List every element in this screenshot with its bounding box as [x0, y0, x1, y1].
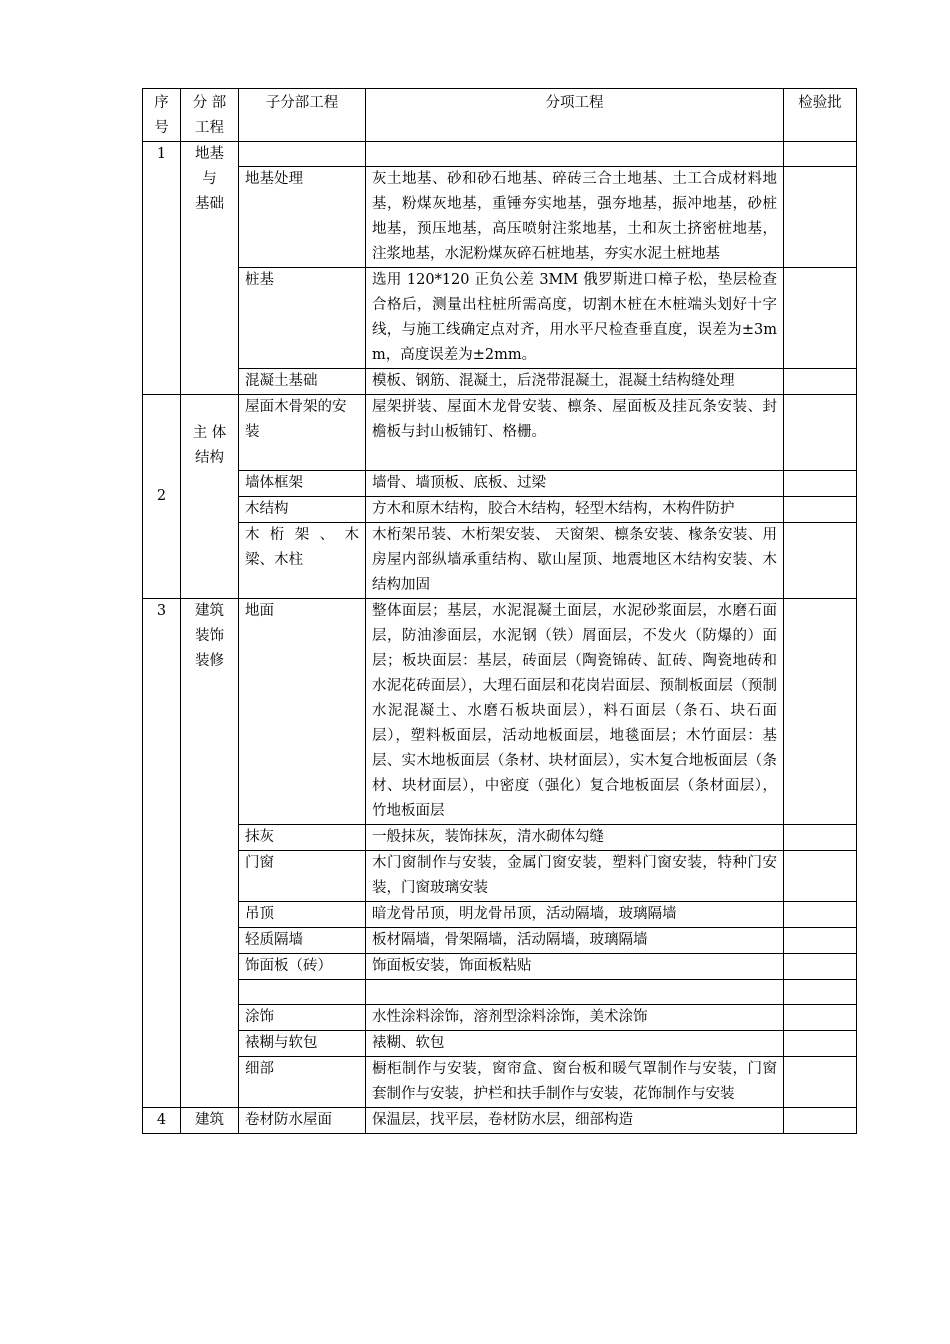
row-number: 3	[143, 599, 181, 1108]
header-row	[143, 89, 857, 142]
item-cell: 选用 120*120 正负公差 3MM 俄罗斯进口樟子松，垫层检查合格后，测量出柱桩所需高度，切割木桩在木桩端头划好十字线，与施工线确定点对齐，用水平尺检查垂直度，误差为±3mm，高度误差为±2mm。	[366, 268, 784, 369]
subdivision-cell	[239, 980, 366, 1005]
batch-cell	[784, 902, 857, 928]
table-row	[143, 902, 857, 928]
item-cell: 方木和原木结构，胶合木结构，轻型木结构，木构件防护	[366, 497, 784, 523]
row-number: 4	[143, 1108, 181, 1134]
batch-cell	[784, 851, 857, 902]
header-item: 分项工程	[366, 89, 784, 142]
item-cell: 整体面层；基层，水泥混凝土面层，水泥砂浆面层，水磨石面层，防油渗面层，水泥钢（铁）屑面层，不发火（防爆的）面层；板块面层：基层，砖面层（陶瓷锦砖、缸砖、陶瓷地砖和水泥花砖面层），大理石面层和花岗岩面层、预制板面层（预制水泥混凝土、水磨石板块面层），料石面层（条石、块石面层），塑料板面层，活动地板面层，地毯面层；木竹面层：基层、实木地板面层（条材、块材面层），实木复合地板面层（条材、块材面层），中密度（强化）复合地板面层（条材面层），竹地板面层	[366, 599, 784, 825]
item-cell: 木门窗制作与安装，金属门窗安装，塑料门窗安装，特种门安装，门窗玻璃安装	[366, 851, 784, 902]
subdivision-cell	[239, 142, 366, 167]
subdivision-cell: 屋面木骨架的安装	[239, 395, 366, 471]
division-table	[142, 88, 857, 1134]
item-cell: 墙骨、墙顶板、底板、过梁	[366, 471, 784, 497]
item-cell: 屋架拼装、屋面木龙骨安装、檩条、屋面板及挂瓦条安装、封檐板与封山板铺钉、格栅。	[366, 395, 784, 471]
batch-cell	[784, 523, 857, 599]
table-row	[143, 1108, 857, 1134]
batch-cell	[784, 497, 857, 523]
table-row	[143, 599, 857, 825]
table-row	[143, 825, 857, 851]
batch-cell	[784, 1005, 857, 1031]
subdivision-cell: 饰面板（砖）	[239, 954, 366, 980]
subdivision-cell: 地面	[239, 599, 366, 825]
subdivision-cell: 混凝土基础	[239, 369, 366, 395]
batch-cell	[784, 1031, 857, 1057]
item-cell: 水性涂料涂饰，溶剂型涂料涂饰，美术涂饰	[366, 1005, 784, 1031]
table-row	[143, 167, 857, 268]
table-row	[143, 954, 857, 980]
division-name: 建筑	[181, 1108, 239, 1134]
table-row	[143, 142, 857, 167]
item-cell: 保温层，找平层，卷材防水层，细部构造	[366, 1108, 784, 1134]
division-name: 建筑 装饰 装修	[181, 599, 239, 1108]
division-name: 主 体 结构	[181, 395, 239, 599]
batch-cell	[784, 395, 857, 471]
header-subdivision: 子分部工程	[239, 89, 366, 142]
table-row	[143, 497, 857, 523]
item-cell: 裱糊、软包	[366, 1031, 784, 1057]
subdivision-cell: 地基处理	[239, 167, 366, 268]
batch-cell	[784, 471, 857, 497]
subdivision-cell: 桩基	[239, 268, 366, 369]
batch-cell	[784, 1057, 857, 1108]
table-row	[143, 1005, 857, 1031]
item-cell: 木桁架吊装、木桁架安装、 天窗架、檩条安装、椽条安装、用房屋内部纵墙承重结构、歇山屋顶、地震地区木结构安装、木结构加固	[366, 523, 784, 599]
table-row	[143, 369, 857, 395]
table-row	[143, 851, 857, 902]
table-row	[143, 395, 857, 471]
item-cell: 橱柜制作与安装，窗帘盒、窗台板和暖气罩制作与安装，门窗套制作与安装，护栏和扶手制作与安装，花饰制作与安装	[366, 1057, 784, 1108]
table-row	[143, 268, 857, 369]
item-cell: 饰面板安装，饰面板粘贴	[366, 954, 784, 980]
subdivision-cell: 涂饰	[239, 1005, 366, 1031]
batch-cell	[784, 954, 857, 980]
subdivision-cell: 墙体框架	[239, 471, 366, 497]
subdivision-cell: 卷材防水屋面	[239, 1108, 366, 1134]
header-no: 序 号	[143, 89, 181, 142]
batch-cell	[784, 599, 857, 825]
subdivision-cell: 木 桁 架 、 木梁、木柱	[239, 523, 366, 599]
table-row	[143, 928, 857, 954]
subdivision-cell: 轻质隔墙	[239, 928, 366, 954]
header-division: 分 部 工程	[181, 89, 239, 142]
subdivision-cell: 裱糊与软包	[239, 1031, 366, 1057]
item-cell: 一般抹灰，装饰抹灰，清水砌体勾缝	[366, 825, 784, 851]
division-name: 地基 与 基础	[181, 142, 239, 395]
batch-cell	[784, 1108, 857, 1134]
batch-cell	[784, 928, 857, 954]
subdivision-cell: 吊顶	[239, 902, 366, 928]
batch-cell	[784, 167, 857, 268]
batch-cell	[784, 142, 857, 167]
row-number: 1	[143, 142, 181, 395]
item-cell: 暗龙骨吊顶，明龙骨吊顶，活动隔墙，玻璃隔墙	[366, 902, 784, 928]
table-row	[143, 471, 857, 497]
subdivision-cell: 抹灰	[239, 825, 366, 851]
table-row	[143, 1057, 857, 1108]
table-row	[143, 523, 857, 599]
subdivision-cell: 门窗	[239, 851, 366, 902]
batch-cell	[784, 980, 857, 1005]
item-cell: 灰土地基、砂和砂石地基、碎砖三合土地基、土工合成材料地基，粉煤灰地基，重锤夯实地基，强夯地基，振冲地基，砂桩地基，预压地基，高压喷射注浆地基，土和灰土挤密桩地基，注浆地基，水泥粉煤灰碎石桩地基，夯实水泥土桩地基	[366, 167, 784, 268]
item-cell: 板材隔墙，骨架隔墙，活动隔墙，玻璃隔墙	[366, 928, 784, 954]
item-cell	[366, 980, 784, 1005]
subdivision-cell: 细部	[239, 1057, 366, 1108]
header-batch: 检验批	[784, 89, 857, 142]
table-row	[143, 980, 857, 1005]
row-number: 2	[143, 395, 181, 599]
batch-cell	[784, 268, 857, 369]
batch-cell	[784, 369, 857, 395]
batch-cell	[784, 825, 857, 851]
subdivision-cell: 木结构	[239, 497, 366, 523]
item-cell	[366, 142, 784, 167]
table-row	[143, 1031, 857, 1057]
item-cell: 模板、钢筋、混凝土，后浇带混凝土，混凝土结构缝处理	[366, 369, 784, 395]
